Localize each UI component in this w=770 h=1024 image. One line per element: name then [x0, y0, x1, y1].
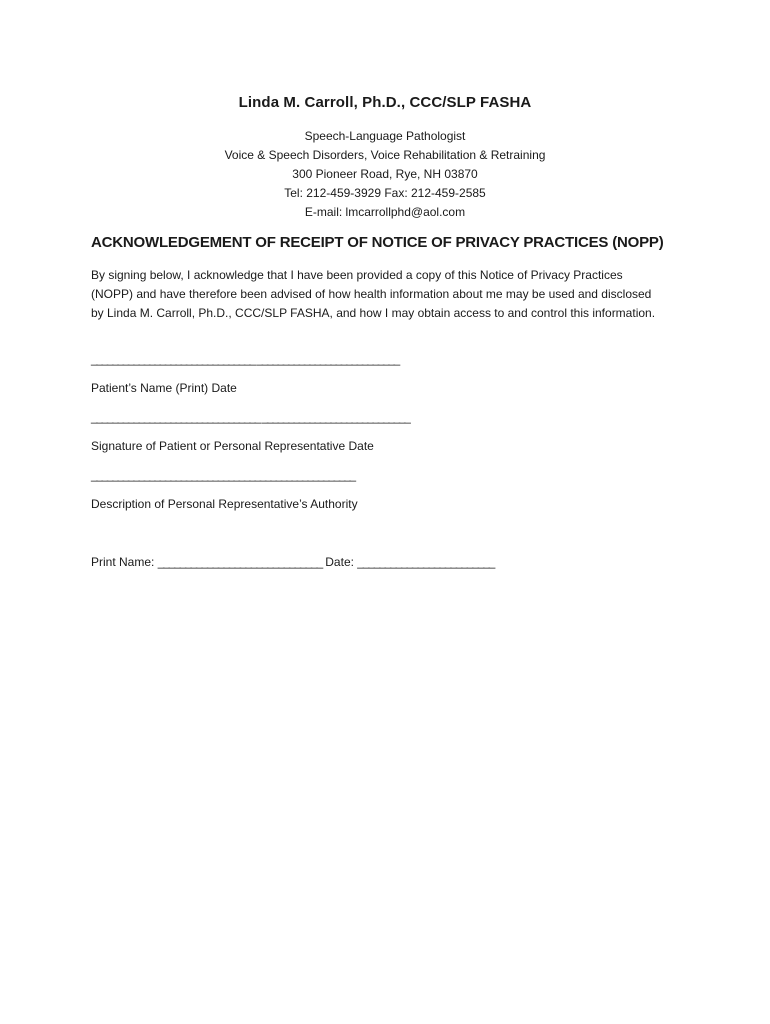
contact-block: [0, 127, 770, 222]
signature-date-label: Signature of Patient or Personal Representative Date: [91, 439, 374, 453]
document-title: ACKNOWLEDGEMENT OF RECEIPT OF NOTICE OF PRIVACY PRACTICES (NOPP): [91, 234, 664, 251]
phone-fax-line: Tel: 212-459-3929 Fax: 212-459-2585: [284, 186, 486, 200]
print-name-label: Print Name:: [91, 555, 155, 569]
acknowledgement-paragraph: By signing below, I acknowledge that I have been provided a copy of this Notice of Privacy Practices (NOPP) and have therefore been advised of how health information about me may be used and disclosed by Linda M. Carroll, Ph.D., CCC/SLP FASHA, and how I may obtain access to and control this information.: [91, 268, 656, 320]
authority-description-label: Description of Personal Representative’s Authority: [91, 497, 358, 511]
practitioner-name: Linda M. Carroll, Ph.D., CCC/SLP FASHA: [238, 94, 532, 111]
patient-name-date-line[interactable]: _______________________________ ___________________________: [91, 352, 399, 366]
email-line: E-mail: lmcarrollphd@aol.com: [304, 205, 466, 219]
address-line: 300 Pioneer Road, Rye, NH 03870: [292, 167, 478, 181]
patient-name-date-label: Patient’s Name (Print) Date: [91, 381, 237, 395]
profession-line: Speech-Language Pathologist: [304, 129, 466, 143]
date-blank[interactable]: _________________________: [357, 555, 495, 569]
print-name-blank[interactable]: ______________________________: [157, 555, 322, 569]
signature-date-line[interactable]: ________________________________ ____________________________: [91, 410, 410, 424]
date-label: Date:: [325, 555, 354, 569]
specialty-line: Voice & Speech Disorders, Voice Rehabilitation & Retraining: [224, 148, 546, 162]
print-name-date-row: [91, 555, 494, 569]
authority-description-line[interactable]: __________________________________________________: [91, 468, 355, 482]
